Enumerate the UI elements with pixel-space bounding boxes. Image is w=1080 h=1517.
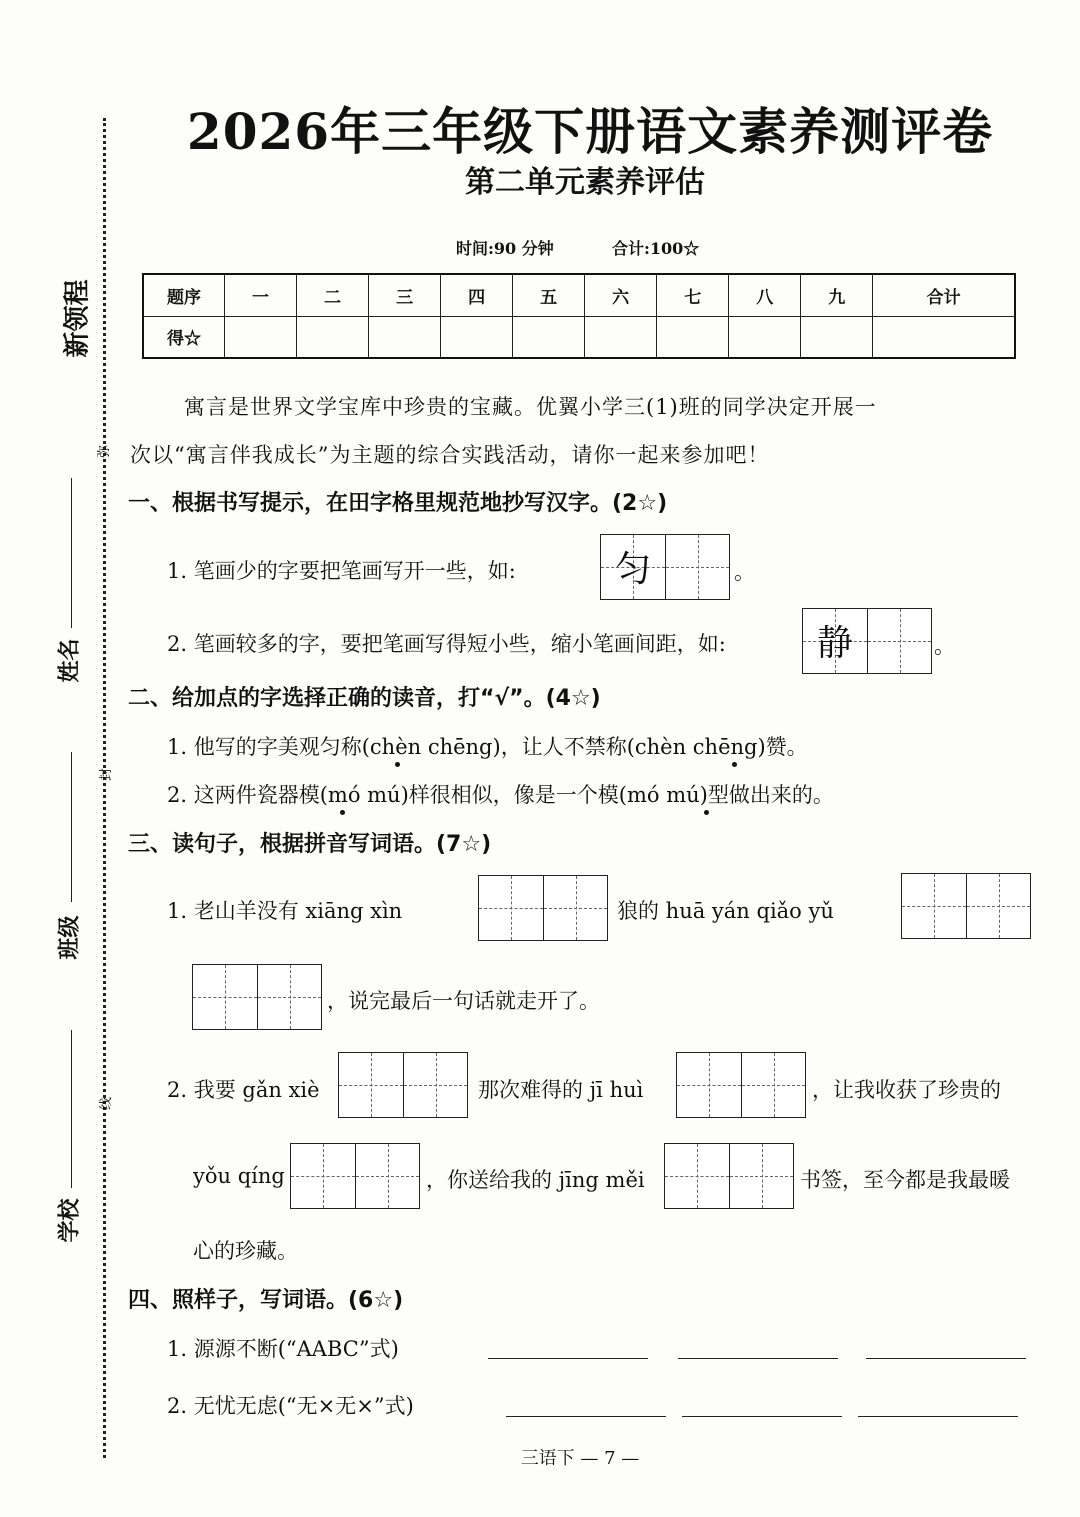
s3-q2-grid-1[interactable] bbox=[338, 1052, 468, 1118]
grid-cell[interactable] bbox=[355, 1144, 419, 1208]
score-col-total: 合计 bbox=[873, 274, 1015, 316]
section-1-title: 一、根据书写提示，在田字格里规范地抄写汉字。(2☆) bbox=[128, 491, 668, 516]
exam-time: 时间:90 分钟 bbox=[456, 239, 554, 258]
score-col-2: 二 bbox=[297, 274, 369, 316]
score-col-4: 四 bbox=[441, 274, 513, 316]
s3-q2-part-c: ，让我收获了珍贵的 bbox=[812, 1078, 1001, 1102]
grid-cell[interactable] bbox=[543, 876, 607, 940]
s1-q1-end: 。 bbox=[734, 560, 755, 584]
s1-q2-text: 2. 笔画较多的字，要把笔画写得短小些，缩小笔画间距，如: bbox=[167, 632, 726, 656]
s3-q2-grid-3[interactable] bbox=[290, 1143, 420, 1209]
grid-cell[interactable] bbox=[403, 1053, 467, 1117]
s3-q2-part-d: yǒu qíng bbox=[193, 1164, 285, 1188]
binding-dotted-line bbox=[103, 118, 106, 1458]
grid-cell[interactable] bbox=[257, 965, 321, 1029]
name-line[interactable] bbox=[71, 478, 72, 628]
exam-total: 合计:100☆ bbox=[612, 239, 700, 258]
name-label: 姓名 bbox=[56, 638, 83, 683]
score-cell[interactable] bbox=[585, 316, 657, 358]
page-footer: 三语下 — 7 — bbox=[520, 1448, 640, 1469]
score-cell[interactable] bbox=[657, 316, 729, 358]
section-3-title: 三、读句子，根据拼音写词语。(7☆) bbox=[128, 832, 492, 857]
intro-line-1: 寓言是世界文学宝库中珍贵的宝藏。优翼小学三(1)班的同学决定开展一 bbox=[184, 395, 877, 419]
s1-q2-grid[interactable] bbox=[802, 608, 932, 674]
score-cell[interactable] bbox=[225, 316, 297, 358]
score-cell[interactable] bbox=[801, 316, 873, 358]
section-4-title: 四、照样子，写词语。(6☆) bbox=[128, 1288, 404, 1313]
s3-q1-grid-2[interactable] bbox=[901, 873, 1031, 939]
grid-cell[interactable] bbox=[867, 609, 931, 673]
s2-q2-text: 2. 这两件瓷器模(mó mú)样很相似，像是一个模(mó mú)型做出来的。 bbox=[167, 783, 834, 807]
school-label: 学校 bbox=[56, 1198, 83, 1243]
score-col-5: 五 bbox=[513, 274, 585, 316]
seal-mark-feng: 封 bbox=[99, 767, 115, 782]
emphasis-dot bbox=[395, 762, 400, 767]
score-col-6: 六 bbox=[585, 274, 657, 316]
score-col-3: 三 bbox=[369, 274, 441, 316]
score-cell[interactable] bbox=[297, 316, 369, 358]
answer-line[interactable] bbox=[866, 1358, 1026, 1359]
s3-q2-grid-2[interactable] bbox=[676, 1052, 806, 1118]
section-2-title: 二、给加点的字选择正确的读音，打“√”。(4☆) bbox=[128, 686, 601, 711]
s1-q1-text: 1. 笔画少的字要把笔画写开一些，如: bbox=[167, 559, 516, 583]
s2-q1-text: 1. 他写的字美观匀称(chèn chēng)，让人不禁称(chèn chēng)赞。 bbox=[167, 735, 808, 759]
sample-char: 匀 bbox=[614, 549, 651, 590]
school-line[interactable] bbox=[71, 1030, 72, 1188]
score-col-8: 八 bbox=[729, 274, 801, 316]
answer-line[interactable] bbox=[858, 1416, 1018, 1417]
grid-cell[interactable] bbox=[339, 1053, 403, 1117]
s3-q1-grid-3[interactable] bbox=[192, 964, 322, 1030]
intro-line-2: 次以“寓言伴我成长”为主题的综合实践活动，请你一起来参加吧！ bbox=[130, 443, 770, 467]
s4-q2-text: 2. 无忧无虑(“无×无×”式) bbox=[167, 1394, 414, 1418]
grid-cell[interactable] bbox=[665, 535, 729, 599]
class-line[interactable] bbox=[71, 752, 72, 902]
sample-char: 静 bbox=[816, 623, 853, 664]
publisher-logo: 新领程 bbox=[62, 279, 93, 358]
emphasis-dot bbox=[340, 810, 345, 815]
score-row2-label: 得☆ bbox=[143, 316, 225, 358]
exam-subtitle: 第二单元素养评估 bbox=[465, 165, 705, 200]
grid-cell[interactable] bbox=[479, 876, 543, 940]
s3-q1-part-b: 狼的 huā yán qiǎo yǔ bbox=[617, 899, 834, 923]
s1-q2-end: 。 bbox=[934, 634, 955, 658]
score-col-1: 一 bbox=[225, 274, 297, 316]
answer-line[interactable] bbox=[506, 1416, 666, 1417]
answer-line[interactable] bbox=[488, 1358, 648, 1359]
score-cell[interactable] bbox=[873, 316, 1015, 358]
s3-q2-part-f: 书签，至今都是我最暖 bbox=[800, 1168, 1010, 1192]
grid-cell[interactable] bbox=[729, 1144, 793, 1208]
score-cell[interactable] bbox=[729, 316, 801, 358]
s3-q2-grid-4[interactable] bbox=[664, 1143, 794, 1209]
grid-cell[interactable] bbox=[601, 535, 665, 599]
s1-q1-grid[interactable] bbox=[600, 534, 730, 600]
grid-cell[interactable] bbox=[193, 965, 257, 1029]
score-table bbox=[142, 273, 1016, 359]
emphasis-dot bbox=[704, 810, 709, 815]
grid-cell[interactable] bbox=[902, 874, 966, 938]
grid-cell[interactable] bbox=[665, 1144, 729, 1208]
s3-q1-part-a: 1. 老山羊没有 xiāng xìn bbox=[167, 899, 403, 923]
score-col-7: 七 bbox=[657, 274, 729, 316]
s3-q2-part-a: 2. 我要 gǎn xiè bbox=[167, 1078, 320, 1102]
s3-q1-part-c: ，说完最后一句话就走开了。 bbox=[327, 989, 600, 1013]
grid-cell[interactable] bbox=[291, 1144, 355, 1208]
seal-mark-xian: 线 bbox=[99, 1096, 115, 1111]
seal-mark-mi: 弥 bbox=[97, 444, 113, 459]
grid-cell[interactable] bbox=[966, 874, 1030, 938]
answer-line[interactable] bbox=[678, 1358, 838, 1359]
score-col-9: 九 bbox=[801, 274, 873, 316]
emphasis-dot bbox=[732, 762, 737, 767]
s3-q2-part-e: ，你送给我的 jīng měi bbox=[426, 1168, 645, 1192]
s3-q1-grid-1[interactable] bbox=[478, 875, 608, 941]
exam-title: 2026年三年级下册语文素养测评卷 bbox=[186, 102, 994, 161]
answer-line[interactable] bbox=[682, 1416, 842, 1417]
grid-cell[interactable] bbox=[803, 609, 867, 673]
grid-cell[interactable] bbox=[677, 1053, 741, 1117]
s3-q2-part-g: 心的珍藏。 bbox=[193, 1239, 298, 1263]
grid-cell[interactable] bbox=[741, 1053, 805, 1117]
class-label: 班级 bbox=[56, 915, 83, 960]
s3-q2-part-b: 那次难得的 jī huì bbox=[478, 1078, 644, 1102]
score-row1-label: 题序 bbox=[143, 274, 225, 316]
score-cell[interactable] bbox=[441, 316, 513, 358]
score-cell[interactable] bbox=[369, 316, 441, 358]
score-cell[interactable] bbox=[513, 316, 585, 358]
s4-q1-text: 1. 源源不断(“AABC”式) bbox=[167, 1337, 399, 1361]
